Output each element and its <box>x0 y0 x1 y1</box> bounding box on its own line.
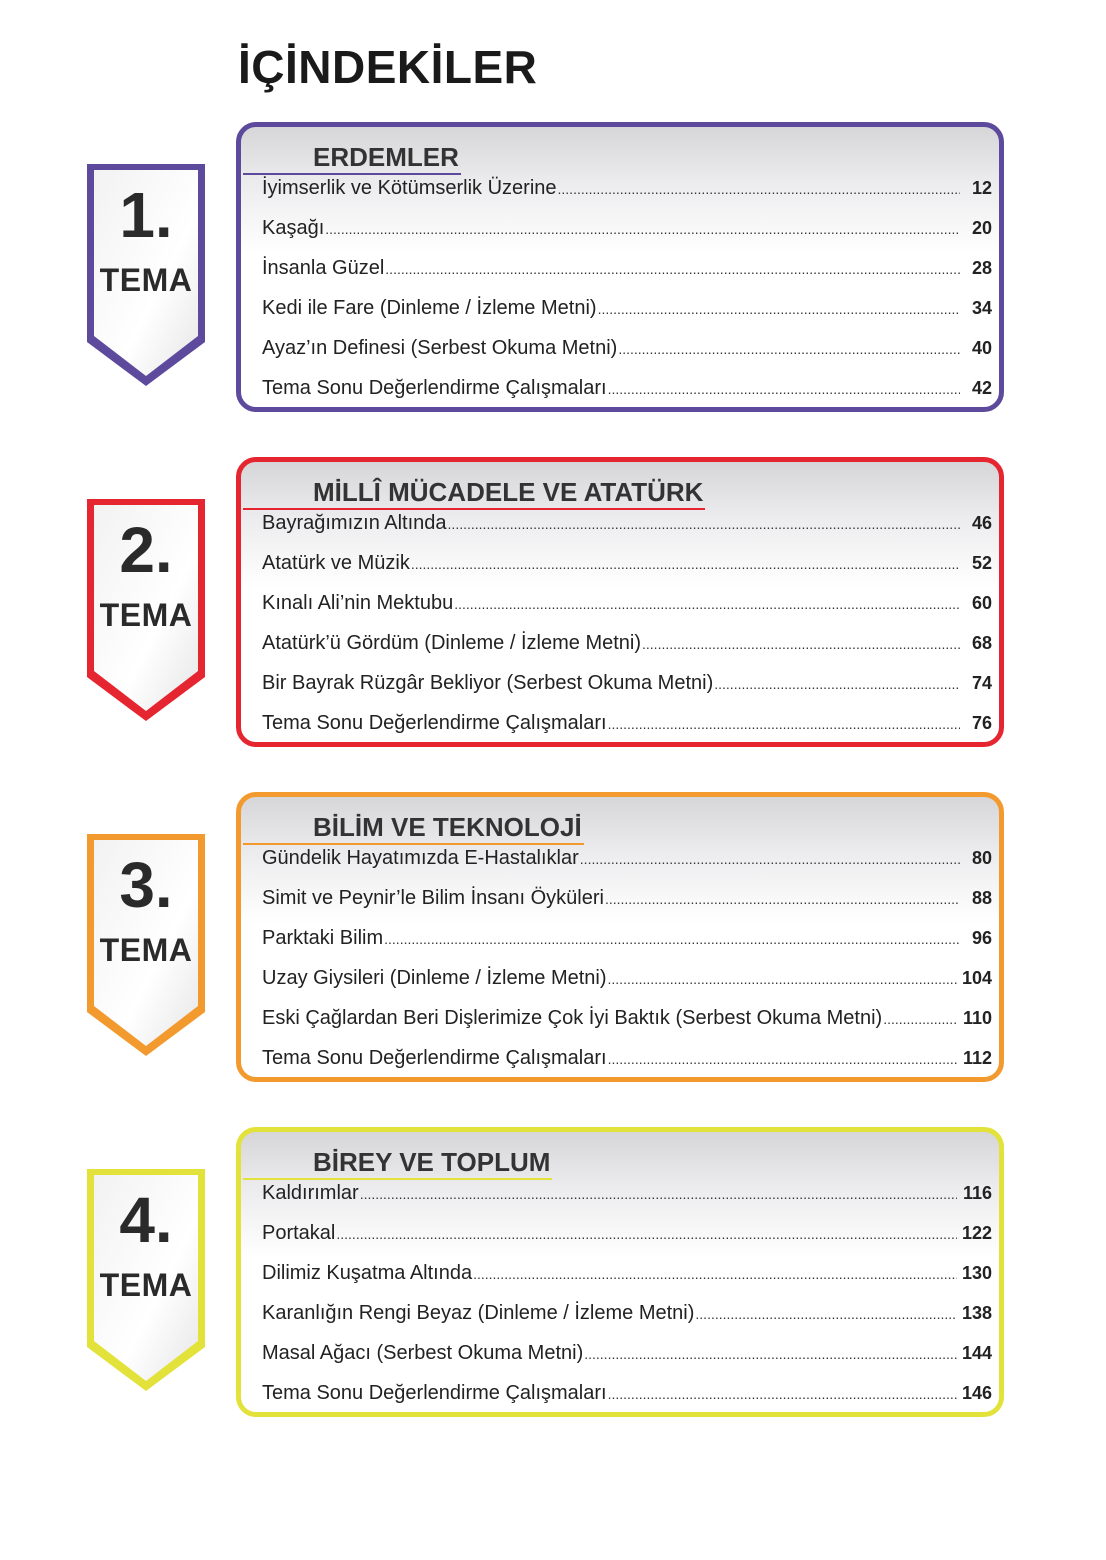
page-number: 104 <box>961 968 992 988</box>
page-title: İÇİNDEKİLER <box>238 41 538 93</box>
entry-title: Gündelik Hayatımızda E-Hastalıklar <box>262 847 579 869</box>
theme-number: 1. <box>119 179 173 251</box>
dot-leader <box>608 716 960 732</box>
list-item[interactable] <box>262 1222 992 1262</box>
entry-title: Portakal <box>262 1222 336 1244</box>
list-item[interactable] <box>262 927 992 967</box>
entry-title: İnsanla Güzel <box>262 257 385 279</box>
list-item[interactable] <box>262 297 992 337</box>
entry-title: Masal Ağacı (Serbest Okuma Metni) <box>262 1342 584 1364</box>
entry-title: Eski Çağlardan Beri Dişlerimize Çok İyi Baktık (Serbest Okuma Metni) <box>262 1007 883 1029</box>
entry-title: Atatürk’ü Gördüm (Dinleme / İzleme Metni) <box>262 632 642 654</box>
page-number: 80 <box>971 848 992 868</box>
dot-leader <box>325 221 960 237</box>
dot-leader <box>714 676 960 692</box>
entry-title: Kaldırımlar <box>262 1182 359 1204</box>
entry-list <box>262 512 992 752</box>
entry-title: Bayrağımızın Altında <box>262 512 447 534</box>
entry-title: Atatürk ve Müzik <box>262 552 410 574</box>
entry-title: Parktaki Bilim <box>262 927 384 949</box>
page-number: 68 <box>971 633 992 653</box>
theme-badge <box>85 497 207 723</box>
page-number: 116 <box>962 1183 992 1203</box>
dot-leader <box>605 891 960 907</box>
entry-title: Kınalı Ali’nin Mektubu <box>262 592 454 614</box>
dot-leader <box>598 301 960 317</box>
dot-leader <box>448 516 960 532</box>
page-number: 110 <box>962 1008 992 1028</box>
page-number: 138 <box>961 1303 992 1323</box>
theme-box <box>236 792 1004 1082</box>
theme-box <box>236 457 1004 747</box>
list-item[interactable] <box>262 672 992 712</box>
theme-section <box>0 122 1106 422</box>
page-number: 42 <box>971 378 992 398</box>
theme-title: MİLLÎ MÜCADELE VE ATATÜRK <box>243 476 705 510</box>
dot-leader <box>454 596 960 612</box>
list-item[interactable] <box>262 1382 992 1422</box>
entry-title: Tema Sonu Değerlendirme Çalışmaları <box>262 712 607 734</box>
entry-list <box>262 1182 992 1422</box>
page-number: 96 <box>971 928 992 948</box>
list-item[interactable] <box>262 887 992 927</box>
page-number: 112 <box>962 1048 992 1068</box>
dot-leader <box>608 971 957 987</box>
theme-badge <box>85 1167 207 1393</box>
theme-label: TEMA <box>99 932 193 968</box>
theme-section <box>0 1127 1106 1427</box>
theme-badge <box>85 832 207 1058</box>
dot-leader <box>385 261 960 277</box>
dot-leader <box>336 1226 957 1242</box>
dot-leader <box>608 1386 957 1402</box>
page-number: 46 <box>971 513 992 533</box>
dot-leader <box>473 1266 957 1282</box>
theme-number: 3. <box>119 849 173 921</box>
list-item[interactable] <box>262 1182 992 1222</box>
list-item[interactable] <box>262 847 992 887</box>
dot-leader <box>618 341 960 357</box>
entry-list <box>262 847 992 1087</box>
theme-box <box>236 1127 1004 1417</box>
dot-leader <box>411 556 960 572</box>
list-item[interactable] <box>262 1262 992 1302</box>
list-item[interactable] <box>262 592 992 632</box>
list-item[interactable] <box>262 1342 992 1382</box>
entry-title: İyimserlik ve Kötümserlik Üzerine <box>262 177 557 199</box>
page-number: 76 <box>971 713 992 733</box>
theme-badge <box>85 162 207 388</box>
dot-leader <box>558 181 960 197</box>
dot-leader <box>695 1306 957 1322</box>
list-item[interactable] <box>262 712 992 752</box>
theme-label: TEMA <box>99 597 193 633</box>
list-item[interactable] <box>262 1047 992 1087</box>
page-number: 144 <box>961 1343 992 1363</box>
page-number: 40 <box>971 338 992 358</box>
list-item[interactable] <box>262 1007 992 1047</box>
entry-title: Kedi ile Fare (Dinleme / İzleme Metni) <box>262 297 597 319</box>
theme-box <box>236 122 1004 412</box>
page-number: 20 <box>971 218 992 238</box>
dot-leader <box>608 381 960 397</box>
page-number: 60 <box>971 593 992 613</box>
theme-title: BİREY VE TOPLUM <box>243 1146 552 1180</box>
page-number: 28 <box>971 258 992 278</box>
dot-leader <box>580 851 960 867</box>
list-item[interactable] <box>262 967 992 1007</box>
dot-leader <box>584 1346 957 1362</box>
dot-leader <box>642 636 960 652</box>
list-item[interactable] <box>262 177 992 217</box>
entry-title: Dilimiz Kuşatma Altında <box>262 1262 473 1284</box>
theme-label: TEMA <box>99 262 193 298</box>
page-number: 34 <box>971 298 992 318</box>
theme-title: BİLİM VE TEKNOLOJİ <box>243 811 584 845</box>
page-number: 12 <box>971 178 992 198</box>
page-number: 122 <box>961 1223 992 1243</box>
theme-section <box>0 457 1106 757</box>
entry-title: Simit ve Peynir’le Bilim İnsanı Öyküleri <box>262 887 604 909</box>
theme-number: 4. <box>119 1184 173 1256</box>
dot-leader <box>883 1011 957 1027</box>
entry-title: Tema Sonu Değerlendirme Çalışmaları <box>262 1382 607 1404</box>
entry-title: Tema Sonu Değerlendirme Çalışmaları <box>262 1047 607 1069</box>
list-item[interactable] <box>262 512 992 552</box>
entry-title: Karanlığın Rengi Beyaz (Dinleme / İzleme Metni) <box>262 1302 695 1324</box>
page-number: 74 <box>971 673 992 693</box>
page-number: 88 <box>971 888 992 908</box>
entry-title: Bir Bayrak Rüzgâr Bekliyor (Serbest Okuma Metni) <box>262 672 714 694</box>
dot-leader <box>384 931 960 947</box>
theme-title: ERDEMLER <box>243 141 461 175</box>
entry-title: Uzay Giysileri (Dinleme / İzleme Metni) <box>262 967 607 989</box>
page-number: 52 <box>971 553 992 573</box>
list-item[interactable] <box>262 632 992 672</box>
theme-label: TEMA <box>99 1267 193 1303</box>
entry-title: Kaşağı <box>262 217 325 239</box>
page-number: 146 <box>961 1383 992 1403</box>
entry-list <box>262 177 992 417</box>
theme-number: 2. <box>119 514 173 586</box>
dot-leader <box>360 1186 957 1202</box>
list-item[interactable] <box>262 377 992 417</box>
entry-title: Ayaz’ın Definesi (Serbest Okuma Metni) <box>262 337 618 359</box>
list-item[interactable] <box>262 1302 992 1342</box>
list-item[interactable] <box>262 257 992 297</box>
page-number: 130 <box>961 1263 992 1283</box>
list-item[interactable] <box>262 552 992 592</box>
list-item[interactable] <box>262 217 992 257</box>
theme-section <box>0 792 1106 1092</box>
list-item[interactable] <box>262 337 992 377</box>
dot-leader <box>608 1051 957 1067</box>
entry-title: Tema Sonu Değerlendirme Çalışmaları <box>262 377 607 399</box>
